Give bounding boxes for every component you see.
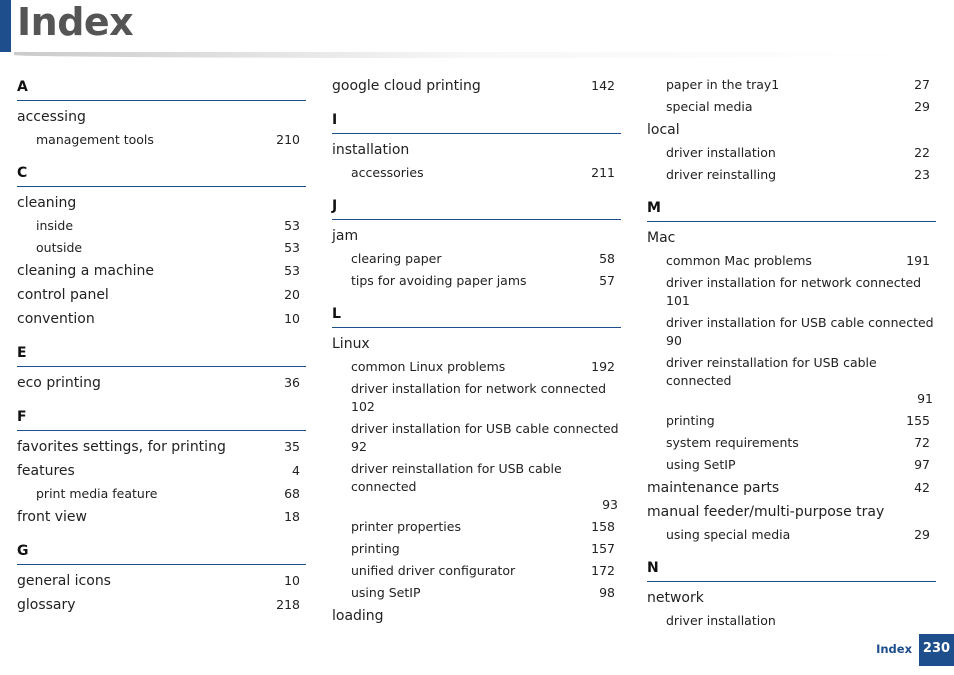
section-letter-c: C <box>17 160 306 187</box>
footer-section-label: Index <box>876 642 912 656</box>
index-entry: network <box>647 590 704 606</box>
index-subentry[interactable]: print media feature 68 <box>17 483 306 505</box>
page-title: Index <box>17 0 134 44</box>
page-ref: 92 <box>351 439 367 454</box>
index-entry: cleaning <box>17 195 77 211</box>
section-letter-f: F <box>17 404 306 431</box>
index-subentry[interactable]: using SetIP 97 <box>647 454 936 476</box>
page-ref: 57 <box>599 273 615 288</box>
index-entry[interactable]: maintenance parts 42 <box>647 476 936 500</box>
index-entry[interactable]: general icons 10 <box>17 569 306 593</box>
page-ref: 192 <box>591 359 615 374</box>
page-ref: 157 <box>591 541 615 556</box>
page-ref: 91 <box>917 391 933 406</box>
index-subentry[interactable]: driver reinstallation for USB cable connected 93 <box>332 458 621 516</box>
page-ref: 53 <box>284 263 300 278</box>
section-letter-m: M <box>647 195 936 222</box>
page-ref: 22 <box>914 145 930 160</box>
section-letter-n: N <box>647 555 936 582</box>
page-ref: 4 <box>292 463 300 478</box>
page-ref: 53 <box>284 218 300 233</box>
index-entry[interactable]: convention 10 <box>17 307 306 331</box>
section-letter-e: E <box>17 340 306 367</box>
page-ref: 53 <box>284 240 300 255</box>
index-subentry[interactable]: system requirements 72 <box>647 432 936 454</box>
index-subentry[interactable]: accessories 211 <box>332 162 621 184</box>
page-ref: 20 <box>284 287 300 302</box>
section-letter-i: I <box>332 107 621 134</box>
index-entry[interactable]: favorites settings, for printing 35 <box>17 435 306 459</box>
index-column-3 <box>647 74 936 632</box>
index-subentry[interactable]: driver reinstallation for USB cable connected 91 <box>647 352 936 410</box>
index-subentry[interactable]: printing 157 <box>332 538 621 560</box>
index-entry[interactable]: front view 18 <box>17 505 306 529</box>
page-ref: 210 <box>276 132 300 147</box>
index-subentry[interactable]: paper in the tray1 27 <box>647 74 936 96</box>
page-ref: 36 <box>284 375 300 390</box>
page-ref: 72 <box>914 435 930 450</box>
page-ref: 10 <box>284 311 300 326</box>
page-ref: 93 <box>602 497 618 512</box>
page-ref: 98 <box>599 585 615 600</box>
index-entry: local <box>647 122 680 138</box>
page-ref: 35 <box>284 439 300 454</box>
index-subentry[interactable]: management tools 210 <box>17 129 306 151</box>
page-ref: 97 <box>914 457 930 472</box>
page-ref: 27 <box>914 77 930 92</box>
index-entry: jam <box>332 228 359 244</box>
index-subentry[interactable]: driver installation for network connected 102 <box>332 378 621 418</box>
index-entry[interactable]: glossary 218 <box>17 593 306 617</box>
index-subentry[interactable]: common Mac problems 191 <box>647 250 936 272</box>
index-entry[interactable]: eco printing 36 <box>17 371 306 395</box>
page-ref: 68 <box>284 486 300 501</box>
page-ref: 42 <box>914 480 930 495</box>
index-subentry[interactable]: special media 29 <box>647 96 936 118</box>
section-letter-a: A <box>17 74 306 101</box>
page-ref: 90 <box>666 333 682 348</box>
page-ref: 172 <box>591 563 615 578</box>
index-subentry[interactable]: clearing paper 58 <box>332 248 621 270</box>
index-entry: Mac <box>647 230 676 246</box>
index-subentry[interactable]: driver installation 22 <box>647 142 936 164</box>
index-entry: manual feeder/multi-purpose tray <box>647 504 885 520</box>
page-ref: 18 <box>284 509 300 524</box>
index-column-2 <box>332 74 621 628</box>
section-letter-g: G <box>17 538 306 565</box>
page-ref: 155 <box>906 413 930 428</box>
index-subentry[interactable]: using special media 29 <box>647 524 936 546</box>
page-ref: 23 <box>914 167 930 182</box>
title-accent-bar <box>0 0 11 52</box>
page-ref: 158 <box>591 519 615 534</box>
index-subentry[interactable]: common Linux problems 192 <box>332 356 621 378</box>
index-entry[interactable]: features 4 <box>17 459 306 483</box>
page-ref: 29 <box>914 99 930 114</box>
index-subentry[interactable]: unified driver configurator 172 <box>332 560 621 582</box>
index-subentry[interactable]: driver reinstalling 23 <box>647 164 936 186</box>
index-entry[interactable]: cleaning a machine 53 <box>17 259 306 283</box>
page-ref: 191 <box>906 253 930 268</box>
index-entry[interactable]: google cloud printing 142 <box>332 74 621 98</box>
index-subentry[interactable]: outside 53 <box>17 237 306 259</box>
page-ref: 29 <box>914 527 930 542</box>
index-subentry[interactable]: driver installation for USB cable connected 92 <box>332 418 621 458</box>
page-ref: 218 <box>276 597 300 612</box>
page-ref: 101 <box>666 293 690 308</box>
index-subentry[interactable]: driver installation for USB cable connected 90 <box>647 312 936 352</box>
index-subentry[interactable]: printer properties 158 <box>332 516 621 538</box>
index-entry: accessing <box>17 109 86 125</box>
index-column-1 <box>17 74 306 617</box>
index-subentry[interactable]: tips for avoiding paper jams 57 <box>332 270 621 292</box>
title-divider <box>14 52 914 58</box>
index-entry: Linux <box>332 336 370 352</box>
page-ref: 10 <box>284 573 300 588</box>
index-entry: installation <box>332 142 410 158</box>
index-entry[interactable]: control panel 20 <box>17 283 306 307</box>
section-letter-l: L <box>332 301 621 328</box>
index-subentry[interactable]: printing 155 <box>647 410 936 432</box>
page-ref: 211 <box>591 165 615 180</box>
index-subentry[interactable]: driver installation for network connected 101 <box>647 272 936 312</box>
page-ref: 102 <box>351 399 375 414</box>
page-ref: 142 <box>591 78 615 93</box>
section-letter-j: J <box>332 193 621 220</box>
page-number-badge: 230 <box>919 634 954 666</box>
index-subentry[interactable]: using SetIP 98 <box>332 582 621 604</box>
index-entry: loading <box>332 608 384 624</box>
index-subentry[interactable]: inside 53 <box>17 215 306 237</box>
page-ref: 58 <box>599 251 615 266</box>
index-subentry[interactable]: driver installation <box>666 613 776 628</box>
